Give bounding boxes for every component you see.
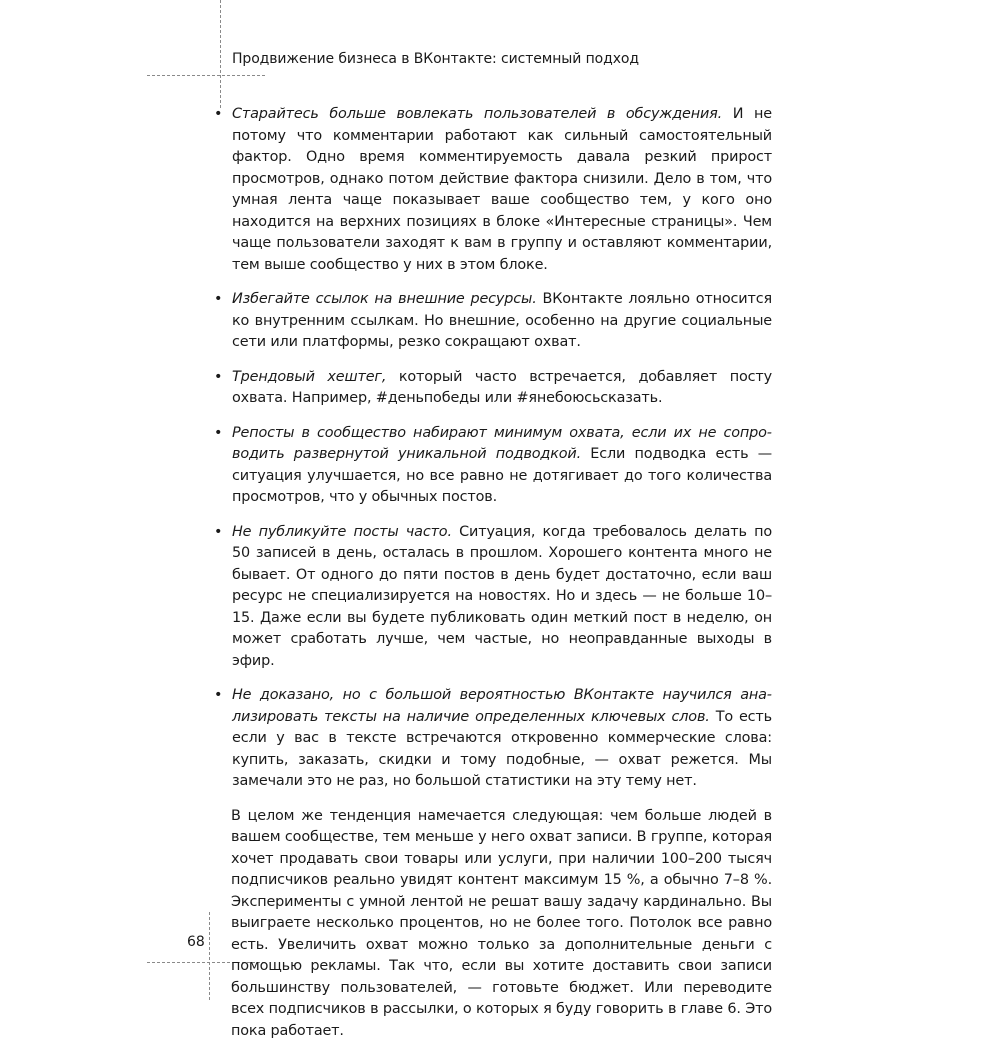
bullet-text: Ситуация, когда требовалось делать по 50 записей в день, осталась в прошлом. Хорошего контента много не бывает. От одного до пяти постов в день будет достаточно, если ваш ресурс не специализируется на новостях. Но и здесь — не больше 10–15. Даже если вы будете публиковать один меткий пост в неделю, он может сработать лучше, чем частые, но неоправданные выходы в эфир. <box>232 524 772 669</box>
bullet-item <box>232 522 772 673</box>
bullet-text: Если подводка есть — ситуация улучшается, но все равно не дотягивает до того количества просмотров, что у обычных постов. <box>232 446 772 505</box>
bullet-item <box>232 685 772 793</box>
bullet-item <box>232 289 772 354</box>
top-crop-mark-vertical <box>220 0 221 108</box>
bullet-item <box>232 104 772 276</box>
bullet-marker: • <box>214 289 222 311</box>
bullet-text: И не потому что комментарии работают как сильный самостоятельный фактор. Одно время комментируемость давала резкий прирост просмотров, однако потом действие фактора снизили. Дело в том, что умная лента чаще показывает ваше сообщество тем, у кого оно находится на верхних позициях в блоке «Интересные страницы». Чем чаще пользователи заходят к вам в группу и оставляют комментарии, тем выше сообщество у них в этом блоке. <box>232 106 772 273</box>
bullet-marker: • <box>214 367 222 389</box>
bullet-lead: Старайтесь больше вовлекать пользователей в обсуждения. <box>232 106 722 122</box>
bullet-lead: Репосты в сообщество набирают минимум охвата, если их не сопроводить развернутой уникальной подводкой. <box>232 425 772 463</box>
body-paragraph: В целом же тенденция намечается следующая: чем больше людей в вашем сообществе, тем меньше у него охват записи. В группе, которая хочет продавать свои товары или услуги, при наличии 100–200 тысяч подписчиков реально увидят контент максимум 15 %, а обычно 7–8 %. Эксперименты с умной лентой не решат вашу задачу кардинально. Вы выиграете несколько процентов, но не более того. Потолок все равно есть. Увеличить охват можно только за дополнительные деньги с помощью рекламы. Так что, если вы хотите доставить свои записи большинству пользователей, — готовьте бюджет. Или переводите всех подписчиков в рассылки, о которых я буду говорить в главе 6. Это пока работает. <box>231 806 772 1042</box>
bullet-text: который часто встречается, добавляет посту охвата. Например, #деньпобеды или #янебоюсьсказать. <box>232 369 772 407</box>
bullet-list <box>232 104 772 793</box>
bullet-text: ВКонтакте лояльно относится ко внутренним ссылкам. Но внешние, особенно на другие социальные сети или платформы, резко сокращают охват. <box>232 291 772 350</box>
bottom-crop-mark-vertical <box>209 912 210 1000</box>
bullet-marker: • <box>214 522 222 544</box>
top-crop-mark-horizontal <box>147 75 265 76</box>
bullet-lead: Избегайте ссылок на внешние ресурсы. <box>232 291 537 307</box>
page-body <box>232 104 772 1042</box>
bullet-text: То есть если у вас в тексте встречаются откровенно коммерческие слова: купить, заказать, скидки и тому подобные, — охват режется. Мы замечали это не раз, но большой статистики на эту тему нет. <box>232 709 772 790</box>
bullet-lead: Трендовый хештег, <box>232 369 386 385</box>
page-number: 68 <box>187 934 205 950</box>
bullet-item <box>232 367 772 410</box>
bullet-lead: Не доказано, но с большой вероятностью ВКонтакте научился анализировать тексты на наличие определенных ключевых слов. <box>232 687 772 725</box>
bullet-item <box>232 423 772 509</box>
bullet-marker: • <box>214 104 222 126</box>
running-title: Продвижение бизнеса в ВКонтакте: системный подход <box>232 51 639 67</box>
bullet-lead: Не публикуйте посты часто. <box>232 524 452 540</box>
bullet-marker: • <box>214 685 222 707</box>
bullet-marker: • <box>214 423 222 445</box>
